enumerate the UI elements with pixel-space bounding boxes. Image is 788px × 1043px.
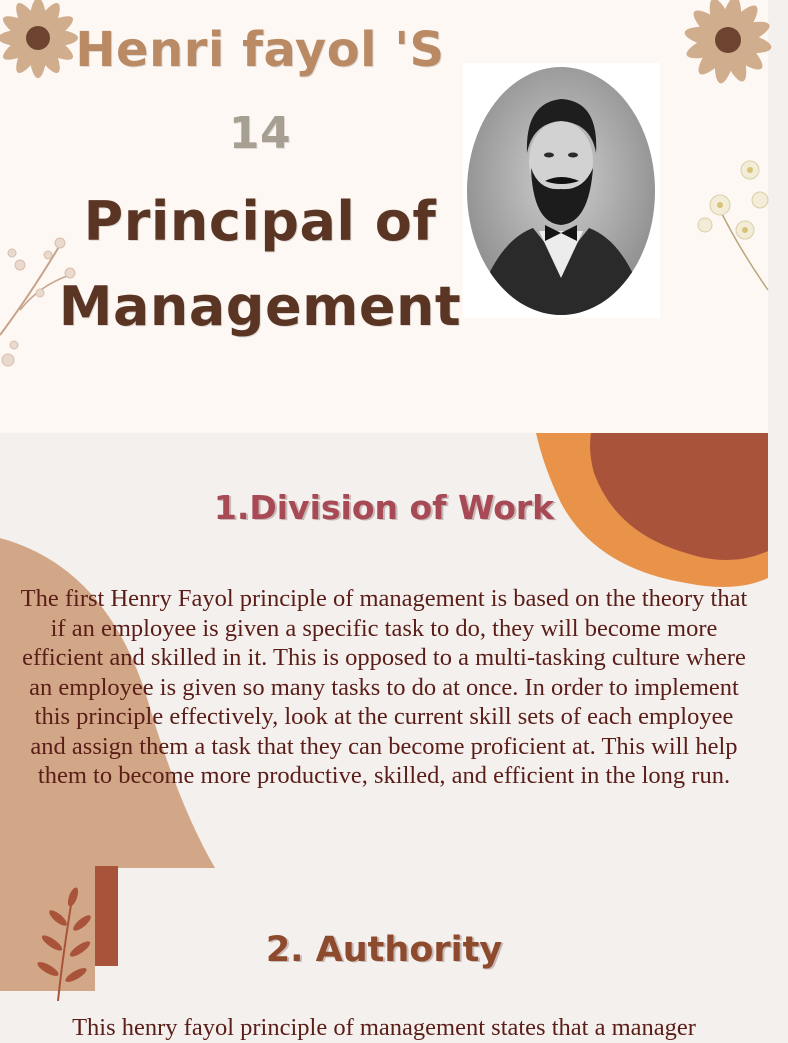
title-line-1: Henri fayol 'S bbox=[75, 22, 445, 78]
title-line-2: 14 bbox=[228, 108, 292, 159]
principle-2-body: This henry fayol principle of management states that a manager bbox=[72, 1014, 696, 1041]
principle-2-heading: 2. Authority bbox=[265, 930, 503, 970]
white-flowers-right-icon bbox=[680, 150, 768, 300]
flower-top-right-icon bbox=[648, 0, 788, 110]
cover-page bbox=[0, 0, 768, 433]
principle-1-body: The first Henry Fayol principle of management is based on the theory that if an employee is given a specific task to do, they will become more efficient and skilled in it. This is opposed to a multi-tasking culture where an employee is given so many tasks to do at once. In order to implement this principle effectively, look at the current skill sets of each employee and assign them a task that they can become proficient at. This will help them to become more productive, skilled, and efficient in the long run. bbox=[20, 585, 748, 789]
principle-1-heading: 1.Division of Work bbox=[213, 488, 555, 527]
portrait-image bbox=[463, 63, 660, 318]
title-line-4: Management bbox=[58, 275, 462, 338]
principles-page bbox=[0, 433, 768, 1041]
title-line-3: Principal of bbox=[83, 190, 437, 253]
